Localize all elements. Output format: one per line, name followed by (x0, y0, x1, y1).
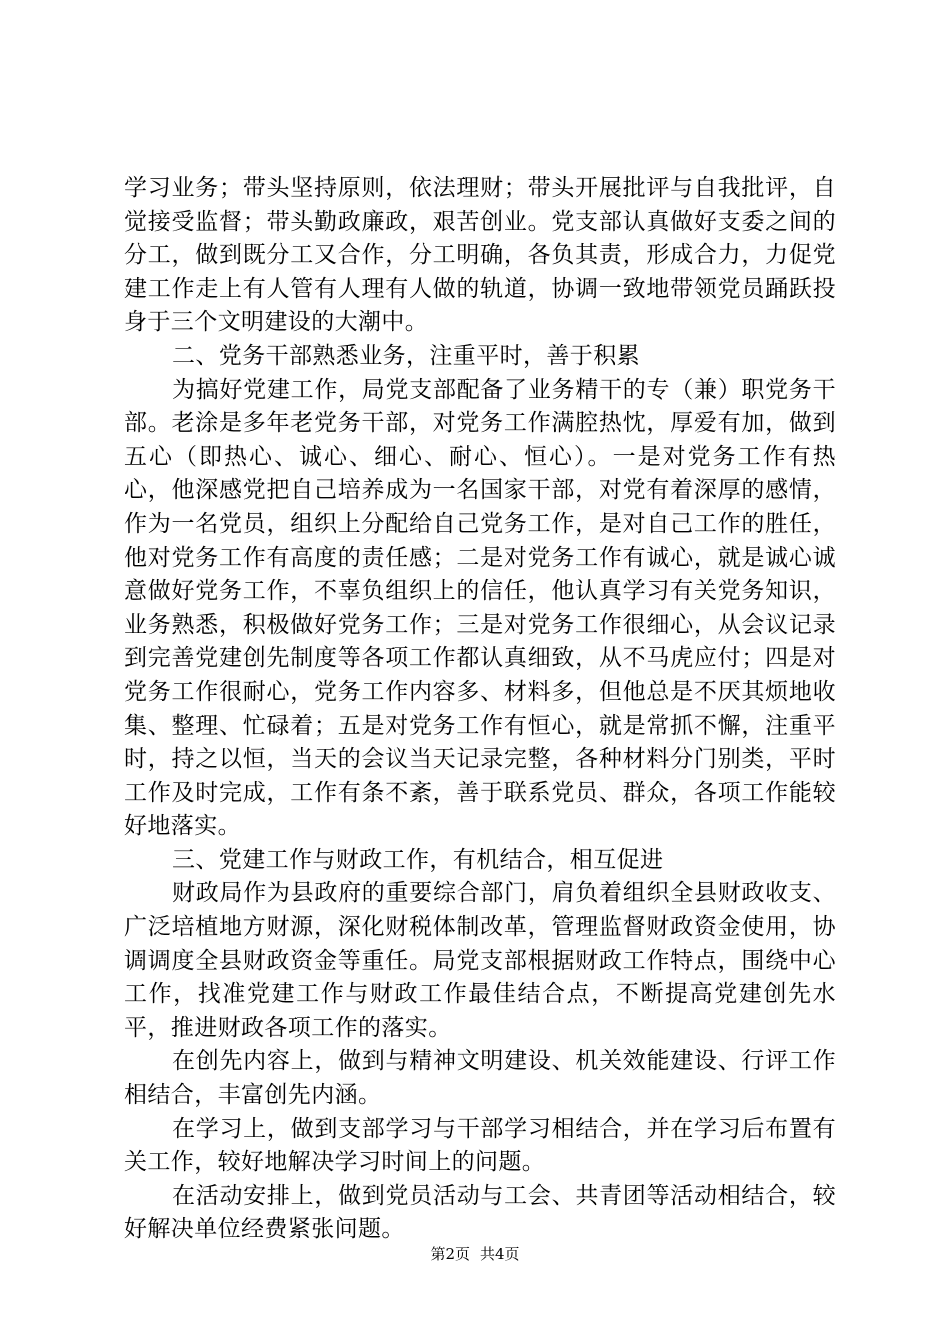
section-heading-2: 二、党务干部熟悉业务，注重平时，善于积累 (172, 342, 640, 369)
total-pages: 共4页 (480, 1245, 520, 1263)
paragraph-study: 在学习上，做到支部学习与干部学习相结合，并在学习后布置有关工作，较好地解决学习时间上的问题。 (124, 1115, 836, 1176)
section-heading-3: 三、党建工作与财政工作，有机结合，相互促进 (172, 846, 664, 873)
page-number: 第2页 (430, 1245, 470, 1263)
paragraph-party-cadre: 为搞好党建工作，局党支部配备了业务精干的专（兼）职党务干部。老涂是多年老党务干部，对党务工作满腔热忱，厚爱有加，做到五心（即热心、诚心、细心、耐心、恒心）。一是对党务工作有热心，他深感党把自己培养成为一名国家干部，对党有着深厚的感情，作为一名党员，组织上分配给自己党务工作，是对自己工作的胜任，他对党务工作有高度的责任感；二是对党务工作有诚心，就是诚心诚意做好党务工作，不辜负组织上的信任，他认真学习有关党务知识，业务熟悉，积极做好党务工作；三是对党务工作很细心，从会议记录到完善党建创先制度等各项工作都认真细致，从不马虎应付；四是对党务工作很耐心，党务工作内容多、材料多，但他总是不厌其烦地收集、整理、忙碌着；五是对党务工作有恒心，就是常抓不懈，注重平时，持之以恒，当天的会议当天记录完整，各种材料分门别类，平时工作及时完成，工作有条不紊，善于联系党员、群众，各项工作能较好地落实。 (124, 376, 836, 840)
paragraph-continuation: 学习业务；带头坚持原则，依法理财；带头开展批评与自我批评，自觉接受监督；带头勤政廉政，艰苦创业。党支部认真做好支委之间的分工，做到既分工又合作，分工明确，各负其责，形成合力，力促党建工作走上有人管有人理有人做的轨道，协调一致地带领党员踊跃投身于三个文明建设的大潮中。 (124, 175, 836, 336)
document-body (124, 172, 836, 1247)
paragraph-activities: 在活动安排上，做到党员活动与工会、共青团等活动相结合，较好解决单位经费紧张问题。 (124, 1182, 836, 1243)
paragraph-content: 在创先内容上，做到与精神文明建设、机关效能建设、行评工作相结合，丰富创先内涵。 (124, 1048, 836, 1109)
paragraph-finance-bureau: 财政局作为县政府的重要综合部门，肩负着组织全县财政收支、广泛培植地方财源，深化财税体制改革，管理监督财政资金使用，协调调度全县财政资金等重任。局党支部根据财政工作特点，围绕中心工作，找准党建工作与财政工作最佳结合点，不断提高党建创先水平，推进财政各项工作的落实。 (124, 880, 836, 1041)
page-footer (0, 1244, 950, 1264)
